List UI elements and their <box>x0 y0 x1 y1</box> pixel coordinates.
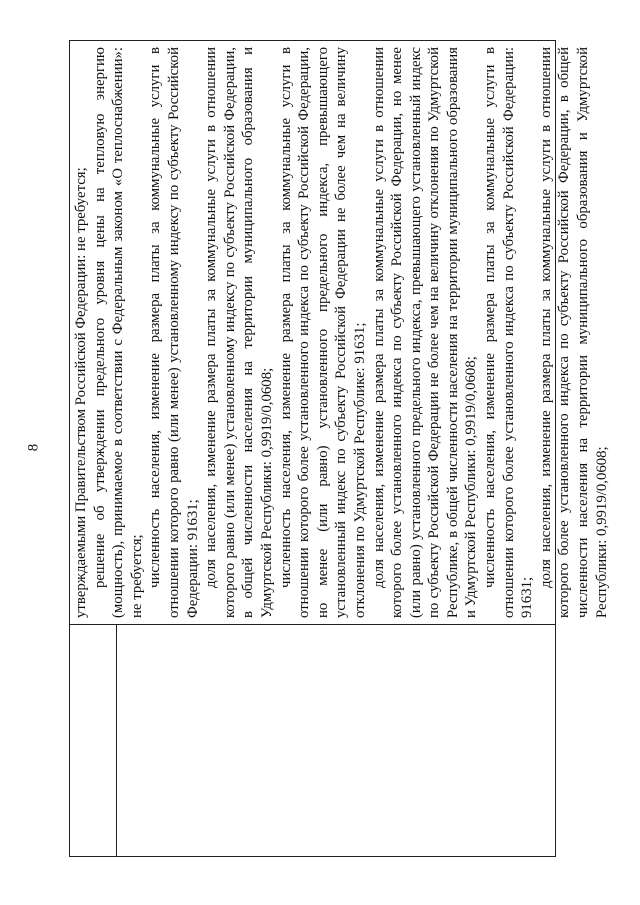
table-right-column <box>70 41 610 624</box>
paragraph: доля населения, изменение размера платы за коммунальные услуги в отношении которого равно (или менее) установленному индексу по субъекту Российской Федерации, в общей численности населения на территории муниципального образования и Удмуртской Республики: 0,9919/0,0608; <box>203 47 275 618</box>
table-left-column <box>70 624 555 856</box>
paragraph: решение об утверждении предельного уровня цены на тепловую энергию (мощность), принимаемое в соответствии с Федеральным законом «О теплоснабжении»: не требуется; <box>91 47 145 618</box>
page-number: 8 <box>25 443 42 452</box>
paragraph: утверждаемыми Правительством Российской Федерации: не требуется; <box>73 167 89 618</box>
paragraph: доля населения, изменение размера платы за коммунальные услуги в отношении которого более установленного индекса по субъекту Российской Федерации, но менее (или равно) установленного предельного индекса, превышающего установленный индекс по субъекту Российской Федерации не более чем на величину отклонения по Удмуртской Республике, в общей численности населения на территории муниципального образования и Удмуртской Республики: 0,9919/0,0608; <box>370 47 480 618</box>
rotated-page-content <box>69 40 610 857</box>
paragraph: численность населения, изменение размера платы за коммунальные услуги в отношении которого более установленного индекса по субъекту Российской Федерации: 91631; <box>482 47 536 618</box>
paragraph: численность населения, изменение размера платы за коммунальные услуги в отношении которого равно (или менее) установленному индексу по субъекту Российской Федерации: 91631; <box>147 47 201 618</box>
table-left-row-divider <box>116 625 117 856</box>
document-table <box>69 40 610 857</box>
paragraph: численность населения, изменение размера платы за коммунальные услуги в отношении которого более установленного индекса по субъекту Российской Федерации, но менее (или равно) установленного предельного индекса, превышающего установленный индекс по субъекту Российской Федерации не более чем на величину отклонения по Удмуртской Республике: 91631; <box>277 47 368 618</box>
paragraph: доля населения, изменение размера платы за коммунальные услуги в отношении которого более установленного индекса по субъекту Российской Федерации, в общей численности населения на территории муниципального образования и Удмуртской Республики: 0,9919/0,0608; <box>537 47 610 618</box>
